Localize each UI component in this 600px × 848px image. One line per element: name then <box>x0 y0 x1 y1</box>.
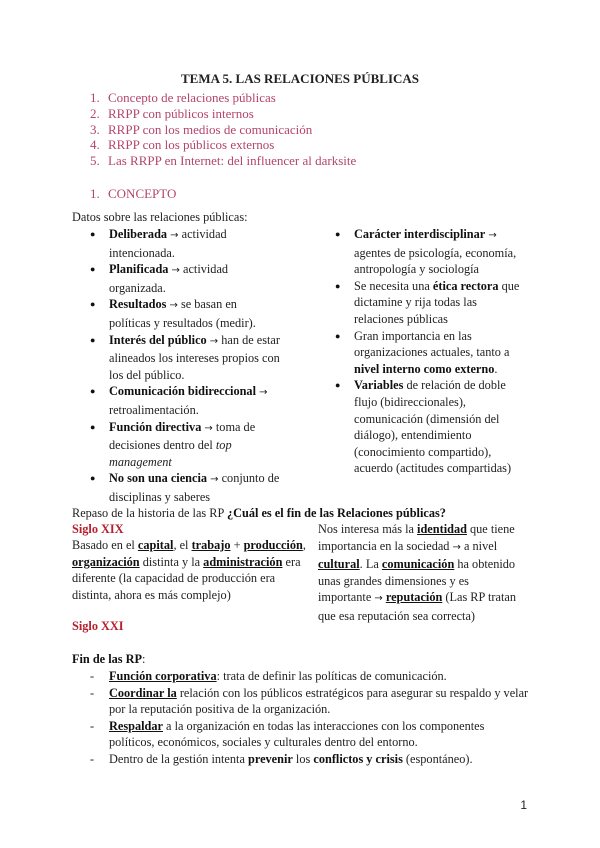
bullet-item: ● Se necesita una ética rectora que dictamine y rija todas las relaciones públicas <box>335 278 520 328</box>
datos-intro: Datos sobre las relaciones públicas: <box>72 210 248 224</box>
bullet-item: ● No son una ciencia → conjunto de disciplinas y saberes <box>90 470 280 505</box>
fin-item: - Respaldar a la organización en todas las interacciones con los componentes políticos, económicos, sociales y culturales dentro del entorno. <box>90 718 530 751</box>
page-title: TEMA 5. LAS RELACIONES PÚBLICAS <box>180 71 420 86</box>
siglo-xix-text: Basado en el capital, el trabajo + producción, organización distinta y la administración era diferente (la capacidad de producción era distinta, ahora es más complejo) <box>72 538 306 602</box>
page-number: 1 <box>520 798 527 812</box>
identidad-text: Nos interesa más la identidad que tiene importancia en la sociedad → a nivel cultural. La comunicación ha obtenido unas grandes dimensiones y es importante → reputación (Las RP tratan que esa reputación sea correcta) <box>318 522 516 623</box>
table-of-contents <box>90 90 356 169</box>
bullet-item: ● Carácter interdisciplinar → agentes de psicología, economía, antropología y sociología <box>335 226 520 278</box>
bullet-item: ● Resultados → se basan en políticas y resultados (medir). <box>90 296 280 331</box>
bullet-item: ● Variables de relación de doble flujo (bidireccionales), comunicación (dimensión del diálogo), entendimiento (conocimiento compartido), acuerdo (actitudes compartidas) <box>335 377 520 477</box>
bullet-item: ● Planificada → actividad organizada. <box>90 261 280 296</box>
fin-item: - Dentro de la gestión intenta prevenir los conflictos y crisis (espontáneo). <box>90 751 530 768</box>
right-bullet-list <box>335 226 520 477</box>
fin-heading: Fin de las RP: <box>72 652 146 666</box>
bullet-item: ● Deliberada → actividad intencionada. <box>90 226 280 261</box>
bullet-item: ● Interés del público → han de estar alineados los intereses propios con los del público. <box>90 332 280 384</box>
repaso-line: Repaso de la historia de las RP ¿Cuál es el fin de las Relaciones públicas? <box>72 506 446 520</box>
toc-item: 3. RRPP con los medios de comunicación <box>90 121 313 137</box>
toc-item: 4. RRPP con los públicos externos <box>90 137 275 153</box>
bullet-item: ● Función directiva → toma de decisiones dentro del top management <box>90 419 280 471</box>
fin-item: - Coordinar la relación con los públicos estratégicos para asegurar su respaldo y velar por la reputación positiva de la organización. <box>90 685 530 718</box>
bullet-item: ● Gran importancia en las organizaciones actuales, tanto a nivel interno como externo. <box>335 328 520 378</box>
section-heading: 1. CONCEPTO <box>90 186 177 201</box>
fin-item: - Función corporativa: trata de definir las políticas de comunicación. <box>90 668 530 685</box>
siglo-xxi-heading: Siglo XXI <box>72 619 124 633</box>
bullet-item: ● Comunicación bidireccional → retroalimentación. <box>90 383 280 418</box>
fin-list <box>90 668 530 768</box>
left-bullet-list <box>90 226 280 506</box>
toc-item: 5. Las RRPP en Internet: del influencer al darksite <box>90 153 357 169</box>
siglo-xix-heading: Siglo XIX <box>72 522 124 536</box>
toc-item: 2. RRPP con públicos internos <box>90 105 254 121</box>
toc-item: 1. Concepto de relaciones públicas <box>90 90 276 105</box>
